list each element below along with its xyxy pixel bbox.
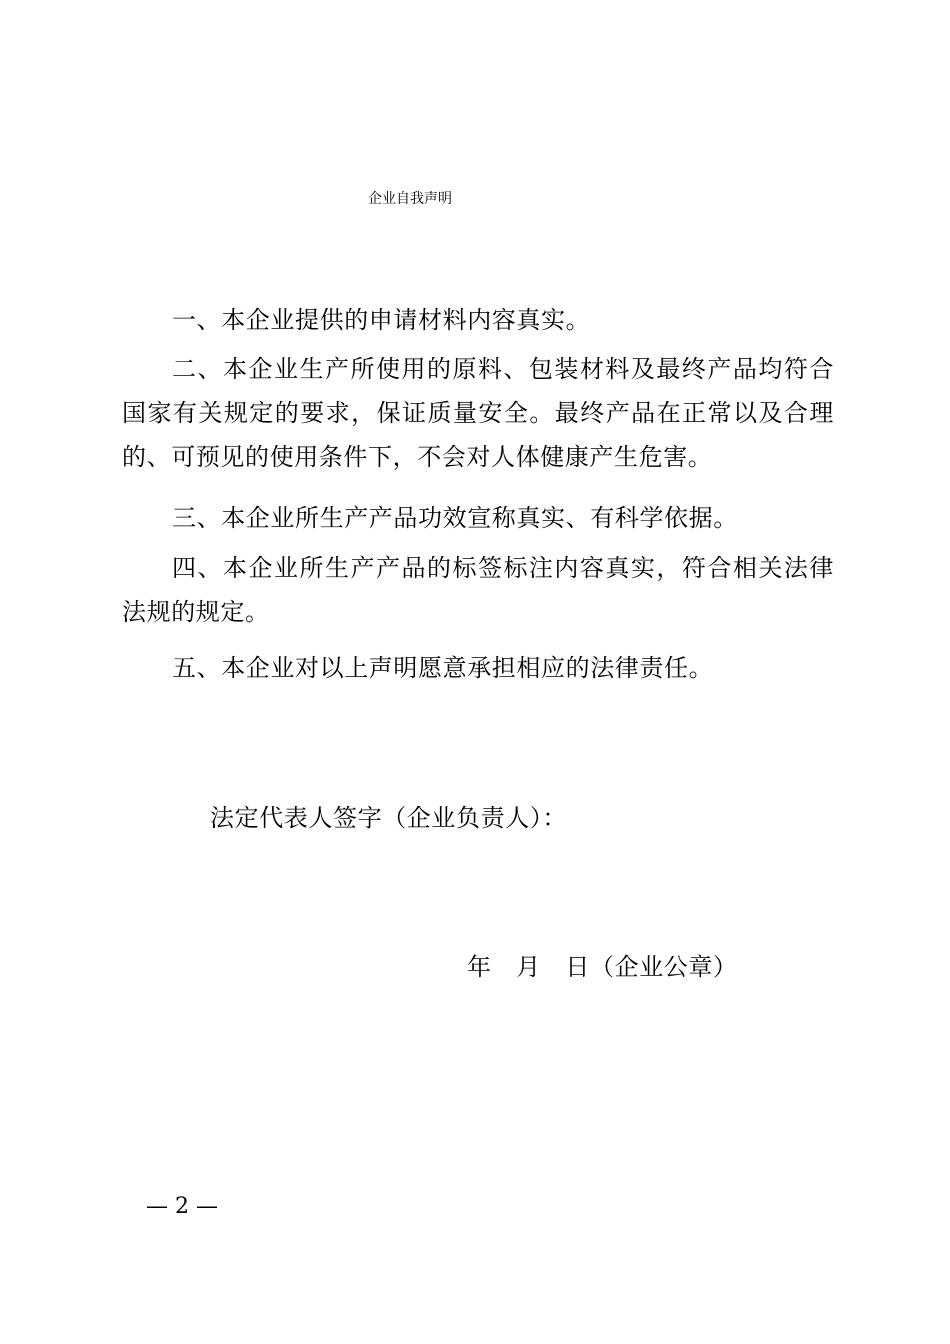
declaration-paragraph-4: 四、本企业所生产产品的标签标注内容真实，符合相关法律法规的规定。 [122,554,834,626]
declaration-paragraph-5: 五、本企业对以上声明愿意承担相应的法律责任。 [172,654,714,682]
page-number: — 2 — [146,1194,218,1219]
signature-label: 法定代表人签字（企业负责人）： [210,804,567,832]
declaration-paragraph-3: 三、本企业所生产产品功效宣称真实、有科学依据。 [172,504,738,532]
declaration-paragraph-1: 一、本企业提供的申请材料内容真实。 [172,306,591,334]
document-title: 企业自我声明 [368,191,452,207]
date-stamp-line: 年 月 日（企业公章） [467,953,738,981]
declaration-paragraph-2: 二、本企业生产所使用的原料、包装材料及最终产品均符合国家有关规定的要求，保证质量安全。最终产品在正常以及合理的、可预见的使用条件下，不会对人体健康产生危害。 [122,355,834,471]
